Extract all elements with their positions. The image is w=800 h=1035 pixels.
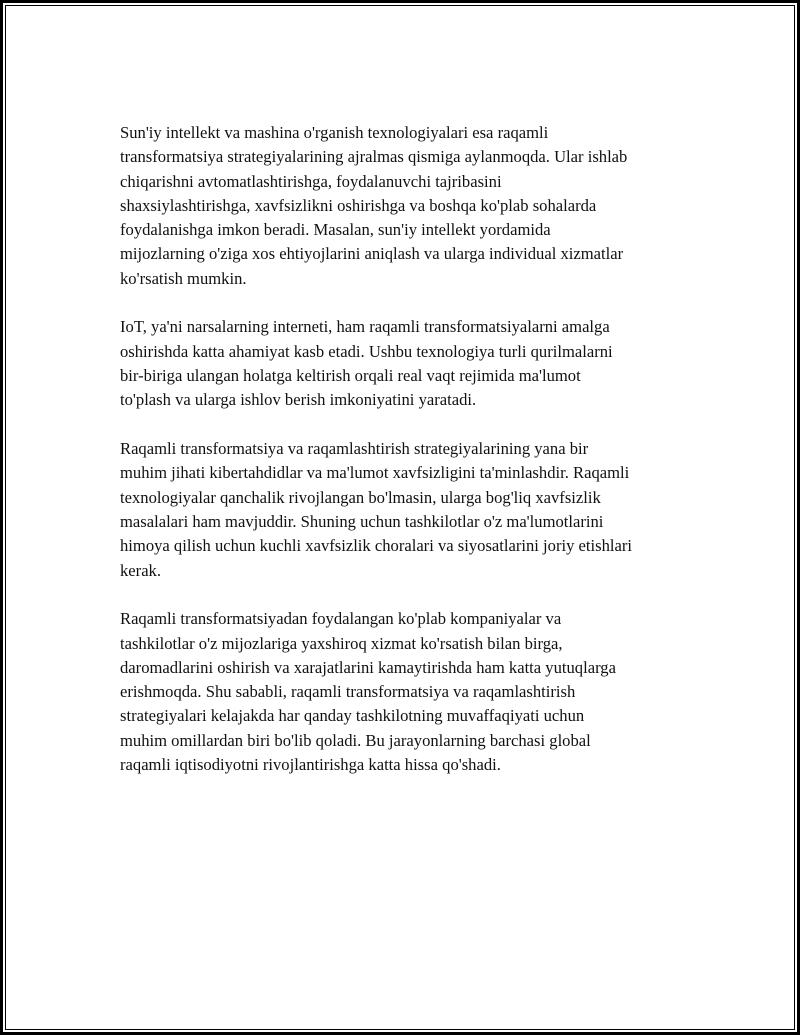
text-line: shaxsiylashtirishga, xavfsizlikni oshirishga va boshqa ko'plab sohalarda: [120, 195, 597, 215]
text-line: bir-biriga ulangan holatga keltirish orqali real vaqt rejimida ma'lumot: [120, 366, 581, 386]
text-line: to'plash va ularga ishlov berish imkoniyatini yaratadi.: [120, 390, 477, 410]
text-line: masalalari ham mavjuddir. Shuning uchun tashkilotlar o'z ma'lumotlarini: [120, 511, 604, 531]
text-line: Raqamli transformatsiya va raqamlashtirish strategiyalarining yana bir: [120, 439, 589, 459]
text-line: Raqamli transformatsiyadan foydalangan ko'plab kompaniyalar va: [120, 609, 562, 629]
text-line: raqamli iqtisodiyotni rivojlantirishga katta hissa qo'shadi.: [120, 755, 501, 774]
text-line: himoya qilish uchun kuchli xavfsizlik choralari va siyosatlarini joriy etishlari: [120, 536, 632, 556]
text-line: oshirishda katta ahamiyat kasb etadi. Ushbu texnologiya turli qurilmalarni: [120, 341, 613, 361]
text-line: muhim jihati kibertahdidlar va ma'lumot xavfsizligini ta'minlashdir. Raqamli: [120, 463, 630, 483]
text-line: foydalanishga imkon beradi. Masalan, sun'iy intellekt yordamida: [120, 220, 551, 240]
paragraph-4: [120, 607, 700, 777]
paragraph-1: [120, 121, 700, 291]
paragraph-2: [120, 315, 700, 412]
text-line: transformatsiya strategiyalarining ajralmas qismiga aylanmoqda. Ular ishlab: [120, 147, 628, 167]
document-body: [120, 121, 700, 802]
text-line: erishmoqda. Shu sababli, raqamli transformatsiya va raqamlashtirish: [120, 682, 576, 702]
text-line: muhim omillardan biri bo'lib qoladi. Bu jarayonlarning barchasi global: [120, 730, 591, 750]
paragraph-3: [120, 437, 700, 583]
text-line: ko'rsatish mumkin.: [120, 268, 247, 288]
text-line: IoT, ya'ni narsalarning interneti, ham raqamli transformatsiyalarni amalga: [120, 317, 610, 337]
text-line: strategiyalari kelajakda har qanday tashkilotning muvaffaqiyati uchun: [120, 706, 585, 726]
text-line: daromadlarini oshirish va xarajatlarini kamaytirishda ham katta yutuqlarga: [120, 657, 616, 677]
text-line: chiqarishni avtomatlashtirishga, foydalanuvchi tajribasini: [120, 171, 502, 191]
text-line: texnologiyalar qanchalik rivojlangan bo'lmasin, ularga bog'liq xavfsizlik: [120, 487, 601, 507]
text-line: mijozlarning o'ziga xos ehtiyojlarini aniqlash va ularga individual xizmatlar: [120, 244, 624, 264]
text-line: Sun'iy intellekt va mashina o'rganish texnologiyalari esa raqamli: [120, 123, 549, 142]
text-line: kerak.: [120, 560, 161, 580]
text-line: tashkilotlar o'z mijozlariga yaxshiroq xizmat ko'rsatish bilan birga,: [120, 633, 563, 653]
